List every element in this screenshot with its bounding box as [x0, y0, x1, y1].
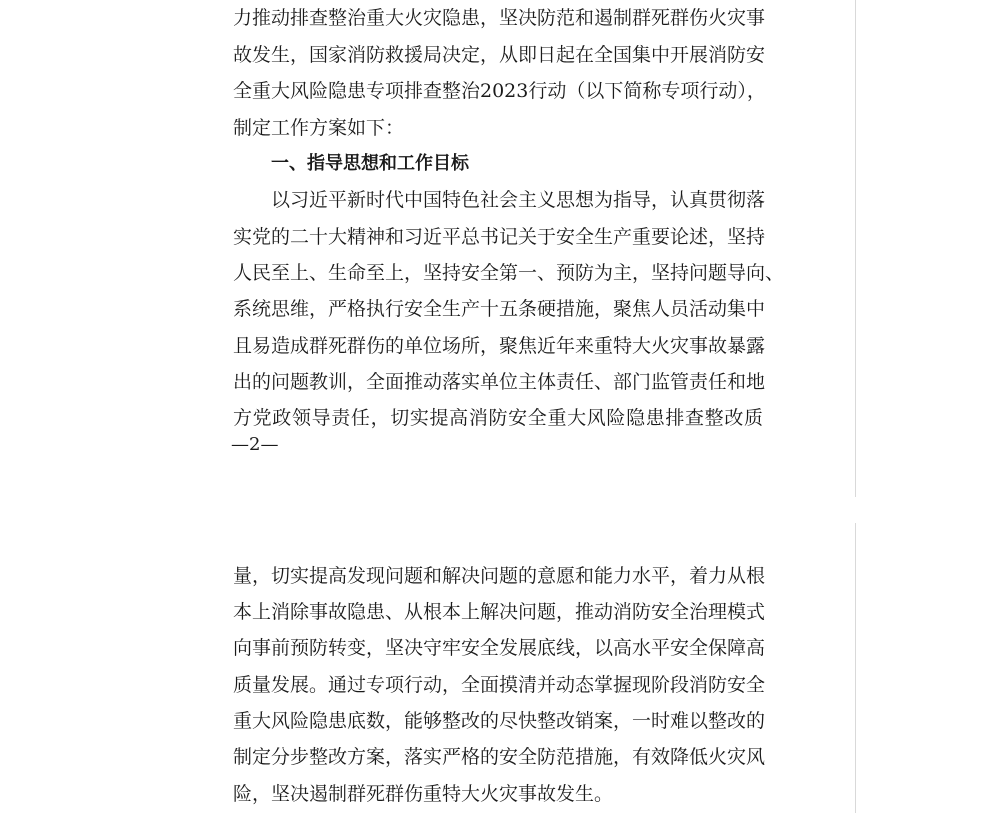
- paragraph-line: 系统思维，严格执行安全生产十五条硬措施，聚焦人员活动集中: [233, 298, 766, 320]
- page-separator-top: [855, 0, 856, 497]
- paragraph-line: 且易造成群死群伤的单位场所，聚焦近年来重特大火灾事故暴露: [233, 335, 766, 357]
- paragraph-line: 制定分步整改方案，落实严格的安全防范措施，有效降低火灾风: [233, 746, 766, 768]
- paragraph-line: 以习近平新时代中国特色社会主义思想为指导，认真贯彻落: [271, 189, 766, 211]
- paragraph-line: 向事前预防转变，坚决守牢安全发展底线，以高水平安全保障高: [233, 637, 766, 659]
- paragraph-line: 量，切实提高发现问题和解决问题的意愿和能力水平，着力从根: [233, 565, 766, 587]
- page-number: —2—: [231, 434, 279, 455]
- paragraph-line: 人民至上、生命至上，坚持安全第一、预防为主，坚持问题导向、: [233, 262, 785, 284]
- section-heading: 一、指导思想和工作目标: [271, 153, 469, 174]
- paragraph-line: 故发生，国家消防救援局决定，从即日起在全国集中开展消防安: [233, 44, 766, 66]
- paragraph-line: 重大风险隐患底数，能够整改的尽快整改销案，一时难以整改的: [233, 710, 766, 732]
- paragraph-line: 实党的二十大精神和习近平总书记关于安全生产重要论述，坚持: [233, 226, 766, 248]
- paragraph-line: 险，坚决遏制群死群伤重特大火灾事故发生。: [233, 783, 614, 805]
- paragraph-line: 制定工作方案如下：: [233, 117, 405, 139]
- paragraph-line: 出的问题教训，全面推动落实单位主体责任、部门监管责任和地: [233, 371, 766, 393]
- paragraph-line: 质量发展。通过专项行动，全面摸清并动态掌握现阶段消防安全: [233, 674, 766, 696]
- paragraph-line: 全重大风险隐患专项排查整治2023行动（以下简称专项行动），: [233, 80, 766, 102]
- page-separator-bottom: [855, 523, 856, 813]
- paragraph-line: 方党政领导责任，切实提高消防安全重大风险隐患排查整改质: [233, 407, 763, 429]
- paragraph-line: 本上消除事故隐患、从根本上解决问题，推动消防安全治理模式: [233, 601, 766, 623]
- paragraph-line: 力推动排查整治重大火灾隐患，坚决防范和遏制群死群伤火灾事: [233, 7, 766, 29]
